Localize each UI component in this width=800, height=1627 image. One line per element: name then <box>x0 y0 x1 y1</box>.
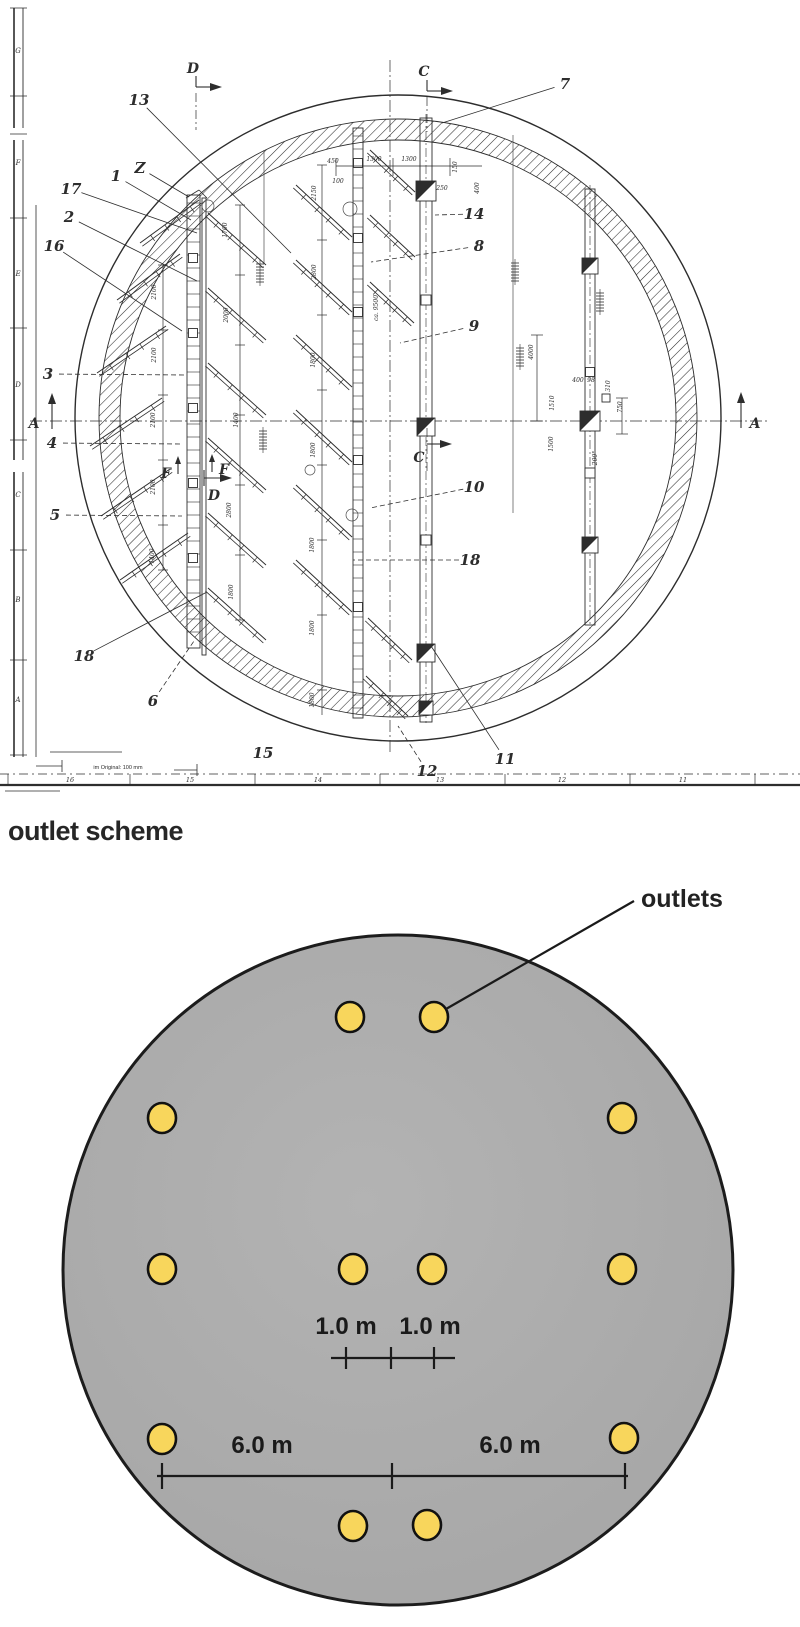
section-letter-F: F <box>219 462 229 478</box>
dim-label: 1400 <box>149 548 156 564</box>
callout-leader-5 <box>66 515 182 516</box>
connection-box <box>421 295 431 305</box>
callout-leader-12 <box>398 726 421 762</box>
callout-leader-1 <box>125 182 191 220</box>
ruler-number: 13 <box>435 776 445 784</box>
dim-label: 1700 <box>222 222 229 238</box>
columns <box>187 114 595 726</box>
scale-ruler <box>0 765 800 785</box>
callout-18: 18 <box>459 551 481 569</box>
callout-18: 18 <box>73 647 95 665</box>
ruler-number: 14 <box>313 776 323 784</box>
callouts <box>43 75 571 780</box>
callout-17: 17 <box>60 180 82 198</box>
outlet-dot <box>608 1254 636 1284</box>
outlet-dot <box>148 1424 176 1454</box>
callout-leader-17 <box>81 193 197 233</box>
dimension-labels <box>149 156 624 708</box>
diagonal-braces <box>90 150 415 719</box>
outlet-dot <box>610 1423 638 1453</box>
dim-label: 2100 <box>151 347 158 363</box>
callout-6: 6 <box>147 692 159 710</box>
ruler-number: 15 <box>185 776 195 784</box>
callout-14: 14 <box>463 205 485 223</box>
dim-label: 2800 <box>311 264 318 280</box>
detail-circle <box>346 509 358 521</box>
callout-2: 2 <box>63 208 75 226</box>
ruler-small-label: 1.0 m <box>315 1313 377 1340</box>
connection-box <box>421 535 431 545</box>
dim-label: 310 <box>605 380 612 392</box>
dim-label: 1510 <box>549 395 556 411</box>
ruler-number: 11 <box>678 776 688 784</box>
section-letter-F: F <box>161 466 171 482</box>
section-arrow-A <box>48 393 56 404</box>
callout-11: 11 <box>494 750 516 768</box>
section-arrow-C <box>440 440 452 448</box>
callout-3: 3 <box>42 365 54 383</box>
section-letter-D: D <box>207 488 221 504</box>
frame-letter: G <box>15 47 21 55</box>
outlet-dot <box>413 1510 441 1540</box>
dim-label: 98 <box>587 377 595 384</box>
dim-label: 1500 <box>548 436 555 452</box>
outlet-dot <box>339 1511 367 1541</box>
connection-box <box>354 456 363 465</box>
outlet-dot <box>148 1103 176 1133</box>
frame-letter: B <box>15 596 21 604</box>
section-arrow-A <box>737 392 745 403</box>
dim-label: 1800 <box>310 442 317 458</box>
callout-13: 13 <box>128 91 150 109</box>
callout-4: 4 <box>46 434 58 452</box>
outer-circle <box>75 95 721 741</box>
connection-box <box>354 308 363 317</box>
outlet-dot <box>608 1103 636 1133</box>
dim-label: ca. 9500 <box>373 294 380 322</box>
dim-label: 1800 <box>310 352 317 368</box>
dim-label: 1300 <box>401 156 417 163</box>
dim-label: 200° <box>592 450 599 466</box>
detail-circle <box>305 465 315 475</box>
ruler-number: 12 <box>557 776 567 784</box>
dim-label: 2100 <box>150 479 157 495</box>
callout-15: 15 <box>252 744 274 762</box>
connection-box <box>189 404 198 413</box>
connection-box <box>189 554 198 563</box>
dim-label: 1800 <box>309 537 316 553</box>
ruler-small-label: 1.0 m <box>399 1313 461 1340</box>
callout-8: 8 <box>473 237 485 255</box>
column-rail <box>202 198 206 655</box>
dim-label: 1800 <box>309 692 316 708</box>
dim-label: 2150 <box>311 185 318 201</box>
frame-letter: D <box>15 381 21 389</box>
section-arrow-C <box>441 87 453 95</box>
callout-1: 1 <box>110 167 122 185</box>
outlet-dot <box>418 1254 446 1284</box>
frame-letter: A <box>15 696 21 704</box>
section-arrow-D <box>210 83 222 91</box>
callout-7: 7 <box>559 75 571 93</box>
connection-box <box>586 368 595 377</box>
connection-box <box>189 254 198 263</box>
callout-leader-10 <box>370 489 463 508</box>
section-title: outlet scheme <box>8 816 184 846</box>
ruler-large-label: 6.0 m <box>231 1432 293 1459</box>
dim-label: 750 <box>617 401 624 413</box>
dim-label: 400 <box>572 377 584 384</box>
section-letter-C: C <box>418 64 430 80</box>
frame-letter: C <box>15 491 21 499</box>
dim-label: 150 <box>452 161 459 173</box>
dim-label: 1400 <box>233 412 240 428</box>
dim-label: 100 <box>332 178 344 185</box>
technical-drawing <box>0 0 800 812</box>
connection-box <box>354 234 363 243</box>
column-rail <box>353 128 363 718</box>
dim-label: 450 <box>327 158 339 165</box>
callout-9: 9 <box>468 317 480 335</box>
section-letter-A: A <box>28 416 40 432</box>
callout-10: 10 <box>463 478 485 496</box>
section-letter-D: D <box>186 61 200 77</box>
ruler-number: 16 <box>65 776 75 784</box>
outlet-dot <box>339 1254 367 1284</box>
callout-12: 12 <box>416 762 438 780</box>
ruler-note: im Original: 100 mm <box>93 765 143 771</box>
callout-leader-6 <box>159 641 194 692</box>
connection-box <box>189 329 198 338</box>
dim-label: 1800 <box>309 620 316 636</box>
callout-leader-7 <box>442 87 555 123</box>
dim-label: 1300 <box>366 156 382 163</box>
frame-left <box>10 8 36 757</box>
outlet-dot <box>148 1254 176 1284</box>
dim-label: 1800 <box>228 584 235 600</box>
connection-box <box>189 479 198 488</box>
section-letter-A: A <box>749 416 761 432</box>
outlets-label: outlets <box>641 885 723 913</box>
outlet-dot <box>336 1002 364 1032</box>
detail-circle <box>343 202 357 216</box>
connection-box <box>585 468 595 478</box>
outlet-dot <box>420 1002 448 1032</box>
dim-label: 2100 <box>150 412 157 428</box>
dim-label: 4000 <box>528 344 535 360</box>
connection-box <box>354 603 363 612</box>
callout-16: 16 <box>43 237 65 255</box>
dim-label: 400 <box>474 182 481 194</box>
callout-leader-14 <box>435 214 463 215</box>
outlet-scheme <box>0 860 800 1627</box>
connection-box <box>602 394 610 402</box>
callout-5: 5 <box>49 506 61 524</box>
dim-label: 250 <box>436 185 448 192</box>
frame-letter: F <box>15 159 21 167</box>
frame-letter: E <box>15 270 21 278</box>
section-arrow-F <box>209 454 215 462</box>
dim-label: 2100 <box>151 284 158 300</box>
dim-label: 2000 <box>223 307 230 323</box>
callout-Z: Z <box>134 159 146 177</box>
section-letter-C: C <box>413 450 425 466</box>
section-arrow-F <box>175 456 181 464</box>
tank-shell <box>75 95 721 741</box>
dim-label: 2800 <box>226 502 233 518</box>
ruler-large-label: 6.0 m <box>479 1432 541 1459</box>
